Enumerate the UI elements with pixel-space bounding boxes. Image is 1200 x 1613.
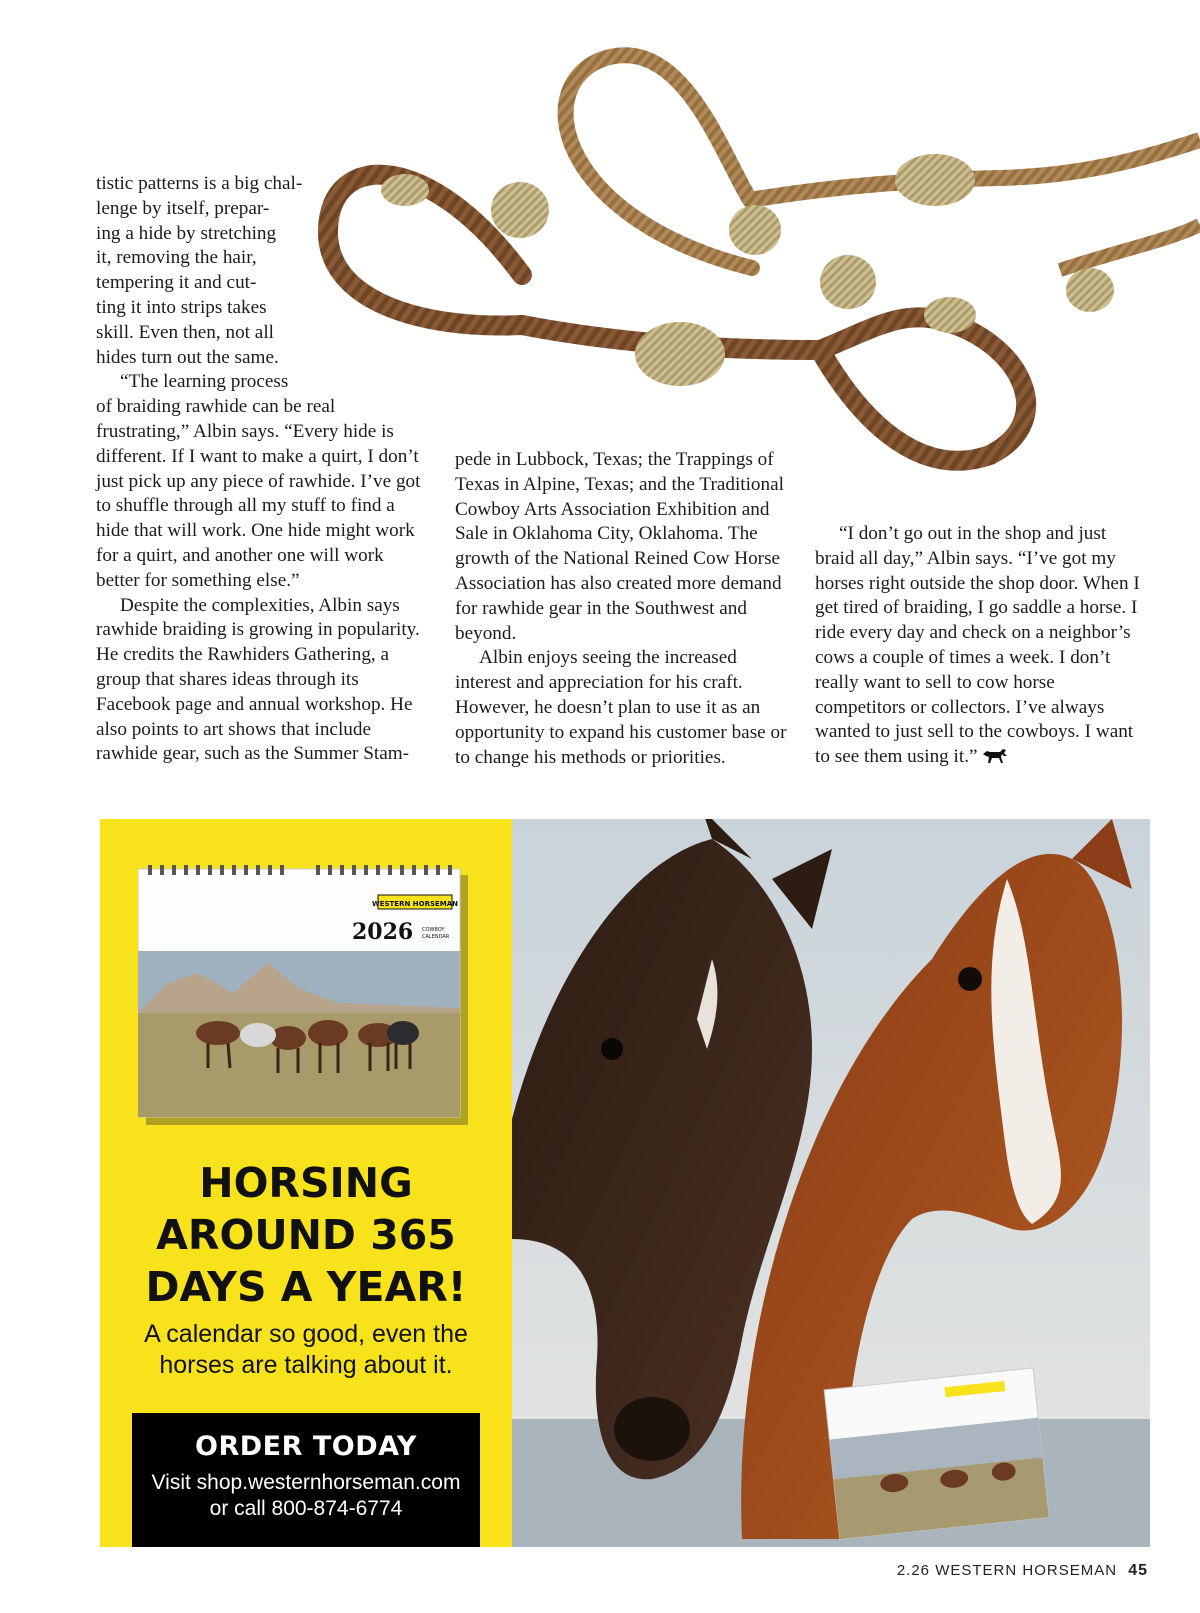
horse-silhouette-icon: [982, 748, 1008, 764]
paragraph-closing-quote: [815, 522, 1149, 770]
paragraph-interest: Albin enjoys seeing the increased interest and appreciation for his craft. However, he doesn’t plan to use it as an opportunity to expand his customer base or to change his methods or priorities.: [455, 647, 787, 768]
order-today-box[interactable]: [132, 1413, 480, 1547]
ad-headline: [100, 1157, 512, 1313]
magazine-name: WESTERN HORSEMAN: [935, 1562, 1118, 1579]
text-line: ting it into strips takes: [96, 296, 267, 318]
calendar-year: 2026: [352, 919, 414, 945]
article-column-2: [455, 448, 789, 770]
paragraph-quote: [96, 370, 430, 593]
sub-line: horses are talking about it.: [159, 1351, 453, 1379]
page-footer: [897, 1562, 1148, 1580]
text-line: of braiding rawhide can be real: [96, 396, 336, 418]
text-line: “The learning process: [120, 371, 289, 393]
issue-date: 2.26: [896, 1562, 931, 1579]
text-line: skill. Even then, not all: [96, 321, 274, 343]
calendar-label-2: CALENDAR: [422, 934, 450, 940]
ad-yellow-panel: [100, 819, 512, 1547]
order-website-link[interactable]: Visit shop.westernhorseman.com: [151, 1471, 461, 1494]
order-title: ORDER TODAY: [195, 1431, 417, 1462]
text-line: frustrating,” Albin says. “Every hide is different. If I want to make a quirt, I don’t just pick up any piece of rawhide. I’ve got to shuffle through all my stuff to find a hide that will work. One hide might work for a quirt, and another one will work better for something else.”: [96, 420, 421, 591]
text-line: hides turn out the same.: [96, 346, 279, 368]
article-column-1: [96, 172, 430, 767]
article-column-3: [815, 522, 1149, 770]
horses-photo: [512, 819, 1150, 1547]
order-phone[interactable]: or call 800-874-6774: [209, 1497, 403, 1520]
calendar-label-1: COWBOY: [422, 927, 445, 933]
rawhide-hobbles-image: [300, 0, 1200, 480]
headline-line: AROUND 365: [156, 1211, 456, 1259]
paragraph-continuation: [96, 172, 430, 370]
calendar-advertisement[interactable]: [100, 819, 1150, 1547]
ad-subheadline: [120, 1319, 492, 1381]
text-line: tempering it and cut-: [96, 272, 257, 294]
page-number: 45: [1128, 1562, 1148, 1579]
calendar-product-image: [138, 863, 468, 1125]
sub-line: A calendar so good, even the: [144, 1320, 468, 1348]
paragraph-complexities: Despite the complexities, Albin says rawhide braiding is growing in popularity. He credits the Rawhiders Gathering, a group that shares ideas through its Facebook page and annual workshop. He also points to art shows that include rawhide gear, such as the Summer Stam-: [96, 594, 420, 765]
paragraph-art-shows: pede in Lubbock, Texas; the Trappings of Texas in Alpine, Texas; and the Traditional Cowboy Arts Association Exhibition and Sale in Oklahoma City, Oklahoma. The growth of the National Reined Cow Horse Association has also created more demand for rawhide gear in the Southwest and beyond.: [455, 449, 784, 644]
text-line: tistic patterns is a big chal-: [96, 173, 303, 194]
text-line: ing a hide by stretching: [96, 222, 277, 244]
headline-line: DAYS A YEAR!: [145, 1263, 467, 1311]
headline-line: HORSING: [199, 1159, 413, 1207]
text-line: it, removing the hair,: [96, 247, 257, 269]
calendar-brand: WESTERN HORSEMAN: [371, 900, 459, 908]
text-line: lenge by itself, prepar-: [96, 197, 270, 219]
closing-quote-text: “I don’t go out in the shop and just braid all day,” Albin says. “I’ve got my horses right outside the shop door. When I get tired of braiding, I go saddle a horse. I ride every day and check on a neighbor’s cows a couple of times a week. I don’t really want to sell to cow horse competitors or collectors. I’ve always wanted to just sell to the cowboys. I want to see them using it.”: [815, 523, 1140, 768]
